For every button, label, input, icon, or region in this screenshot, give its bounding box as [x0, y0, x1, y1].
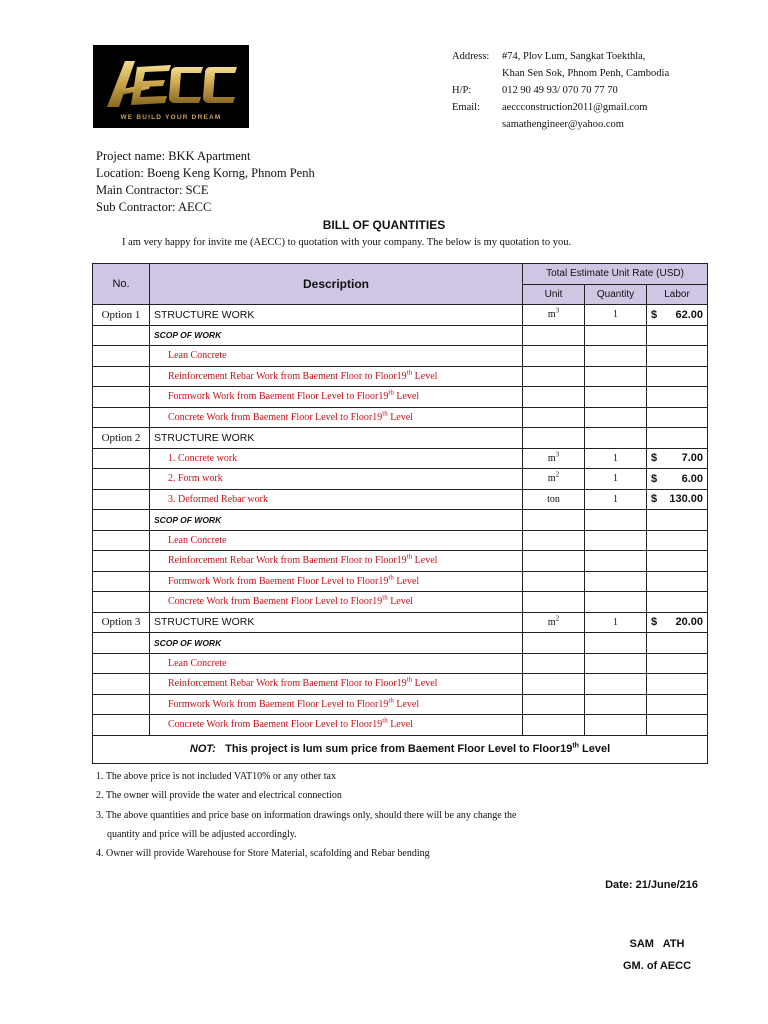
table-row	[93, 489, 708, 510]
condition-item: 1. The above price is not included VAT10% or any other tax	[96, 771, 336, 782]
email-label: Email:	[452, 102, 480, 113]
scope-item: Lean Concrete	[150, 653, 523, 674]
work-item: 2. Form work	[150, 469, 523, 490]
project-info	[96, 148, 315, 216]
labor-value: 6.00	[681, 472, 704, 485]
note-text: This project is lum sum price from Baement Floor Level to Floor19	[225, 743, 573, 755]
labor-value: 7.00	[681, 452, 704, 465]
condition-item: 4. Owner will provide Warehouse for Store Material, scafolding and Rebar bending	[96, 848, 430, 860]
condition-item: quantity and price will be adjusted accordingly.	[107, 828, 297, 840]
unit-value: m	[547, 452, 556, 464]
labor-value: 62.00	[675, 308, 704, 321]
table-row: Reinforcement Rebar Work from Baement Floor to Floor19th Level	[93, 674, 708, 695]
currency-symbol: $	[651, 493, 658, 506]
signatory-name: SAM ATH	[629, 938, 685, 950]
table-row	[93, 530, 708, 551]
quantity-value: 1	[585, 448, 647, 469]
scope-item: Reinforcement Rebar Work from Baement Floor to Floor19	[168, 555, 407, 567]
unit-value: ton	[523, 489, 585, 510]
hp-label: H/P:	[452, 85, 472, 96]
structure-work-label: STRUCTURE WORK	[150, 305, 523, 326]
table-row: Reinforcement Rebar Work from Baement Floor to Floor19th Level	[93, 366, 708, 387]
option1-label: Option 1	[93, 305, 150, 326]
table-row: Concrete Work from Baement Floor Level to Floor19th Level	[93, 407, 708, 428]
scope-item: Lean Concrete	[150, 530, 523, 551]
table-row: Option 3 STRUCTURE WORK $m^2$ 1 $ 20.00	[93, 612, 708, 633]
scope-item: Concrete Work from Baement Floor Level to Floor19	[168, 411, 383, 423]
table-row: Option 1 STRUCTURE WORK $m^3$ 1 $ 62.00	[93, 305, 708, 326]
option2-label: Option 2	[93, 428, 150, 449]
table-row: Concrete Work from Baement Floor Level to Floor19th Level	[93, 715, 708, 736]
quantity-value: 1	[585, 612, 647, 633]
scope-item: Concrete Work from Baement Floor Level to Floor19	[168, 596, 383, 608]
email-primary[interactable]: aeccconstruction2011@gmail.com	[502, 102, 648, 113]
document-date: Date: 21/June/216	[605, 879, 698, 891]
structure-work-label: STRUCTURE WORK	[150, 428, 523, 449]
address-line1: #74, Plov Lum, Sangkat Toekthla,	[502, 51, 646, 62]
scope-of-work-label: SCOP OF WORK	[150, 633, 523, 654]
currency-symbol: $	[651, 472, 658, 485]
hp-value: 012 90 49 93/ 070 70 77 70	[502, 85, 618, 96]
table-note-row: NOT: This project is lum sum price from Baement Floor Level to Floor19th Level	[93, 735, 708, 763]
main-contractor: Main Contractor: SCE	[96, 183, 209, 197]
currency-symbol: $	[651, 616, 658, 629]
table-row: Concrete Work from Baement Floor Level to Floor19th Level	[93, 592, 708, 613]
option3-label: Option 3	[93, 612, 150, 633]
logo-letter-a	[107, 61, 135, 107]
address-line2: Khan Sen Sok, Phnom Penh, Cambodia	[502, 68, 670, 79]
signature-block	[611, 933, 703, 977]
unit-value: m	[547, 309, 556, 321]
note-label: NOT:	[189, 743, 216, 755]
header-unit: Unit	[523, 284, 585, 305]
boq-table	[92, 263, 708, 764]
logo-tagline: WE BUILD YOUR DREAM	[120, 114, 222, 121]
header-quantity: Quantity	[585, 284, 647, 305]
email-secondary[interactable]: samathengineer@yahoo.com	[502, 119, 624, 130]
work-item: 1. Concrete work	[150, 448, 523, 469]
scope-item: Lean Concrete	[150, 346, 523, 367]
currency-symbol: $	[651, 308, 658, 321]
table-row: Formwork Work from Baement Floor Level to Floor19th Level	[93, 571, 708, 592]
table-row: Formwork Work from Baement Floor Level to Floor19th Level	[93, 694, 708, 715]
scope-item: Formwork Work from Baement Floor Level to Floor19	[168, 391, 389, 403]
unit-value: m	[547, 616, 556, 628]
table-row	[93, 325, 708, 346]
conditions-list	[96, 767, 516, 863]
table-row	[93, 346, 708, 367]
scope-item: Formwork Work from Baement Floor Level to Floor19	[168, 575, 389, 587]
currency-symbol: $	[651, 452, 658, 465]
condition-item: 3. The above quantities and price base on information drawings only, should there will be any change the	[96, 809, 517, 821]
address-block	[452, 48, 669, 133]
header-no: No.	[93, 264, 150, 305]
quantity-value: 1	[585, 305, 647, 326]
logo-letter-c1	[169, 67, 203, 103]
quantity-value: 1	[585, 489, 647, 510]
table-row	[93, 633, 708, 654]
scope-item: Formwork Work from Baement Floor Level to Floor19	[168, 698, 389, 710]
condition-item: 2. The owner will provide the water and electrical connection	[96, 790, 342, 802]
quantity-value: 1	[585, 469, 647, 490]
table-row	[93, 510, 708, 531]
header-rate-group: Total Estimate Unit Rate (USD)	[523, 264, 708, 285]
company-logo	[93, 45, 249, 128]
labor-value: 130.00	[669, 493, 704, 506]
header-description: Description	[150, 264, 523, 305]
aecc-logo-graphic	[93, 45, 249, 128]
table-row	[93, 653, 708, 674]
unit-value: m	[547, 473, 556, 485]
table-row: 2. Form work $m^2$ 1 $ 6.00	[93, 469, 708, 490]
logo-letter-e	[131, 65, 171, 105]
sub-contractor: Sub Contractor: AECC	[96, 200, 212, 214]
table-row	[93, 428, 708, 449]
scope-item: Reinforcement Rebar Work from Baement Floor to Floor19	[168, 370, 407, 382]
scope-item: Concrete Work from Baement Floor Level to Floor19	[168, 719, 383, 731]
scope-of-work-label: SCOP OF WORK	[150, 510, 523, 531]
signatory-title: GM. of AECC	[622, 960, 692, 972]
work-item: 3. Deformed Rebar work	[150, 489, 523, 510]
table-row: 1. Concrete work $m^3$ 1 $ 7.00	[93, 448, 708, 469]
project-name: Project name: BKK Apartment	[96, 149, 251, 163]
document-title: BILL OF QUANTITIES	[322, 218, 446, 232]
scope-item: Reinforcement Rebar Work from Baement Floor to Floor19	[168, 678, 407, 690]
intro-text: I am very happy for invite me (AECC) to quotation with your company. The below is my quotation to you.	[122, 237, 572, 248]
labor-value: 20.00	[675, 616, 704, 629]
table-row: Formwork Work from Baement Floor Level to Floor19th Level	[93, 387, 708, 408]
address-label: Address:	[452, 51, 490, 62]
header-labor: Labor	[647, 284, 708, 305]
structure-work-label: STRUCTURE WORK	[150, 612, 523, 633]
table-row: Reinforcement Rebar Work from Baement Floor to Floor19th Level	[93, 551, 708, 572]
logo-letter-c2	[203, 67, 237, 103]
scope-of-work-label: SCOP OF WORK	[150, 325, 523, 346]
project-location: Location: Boeng Keng Korng, Phnom Penh	[96, 166, 315, 180]
